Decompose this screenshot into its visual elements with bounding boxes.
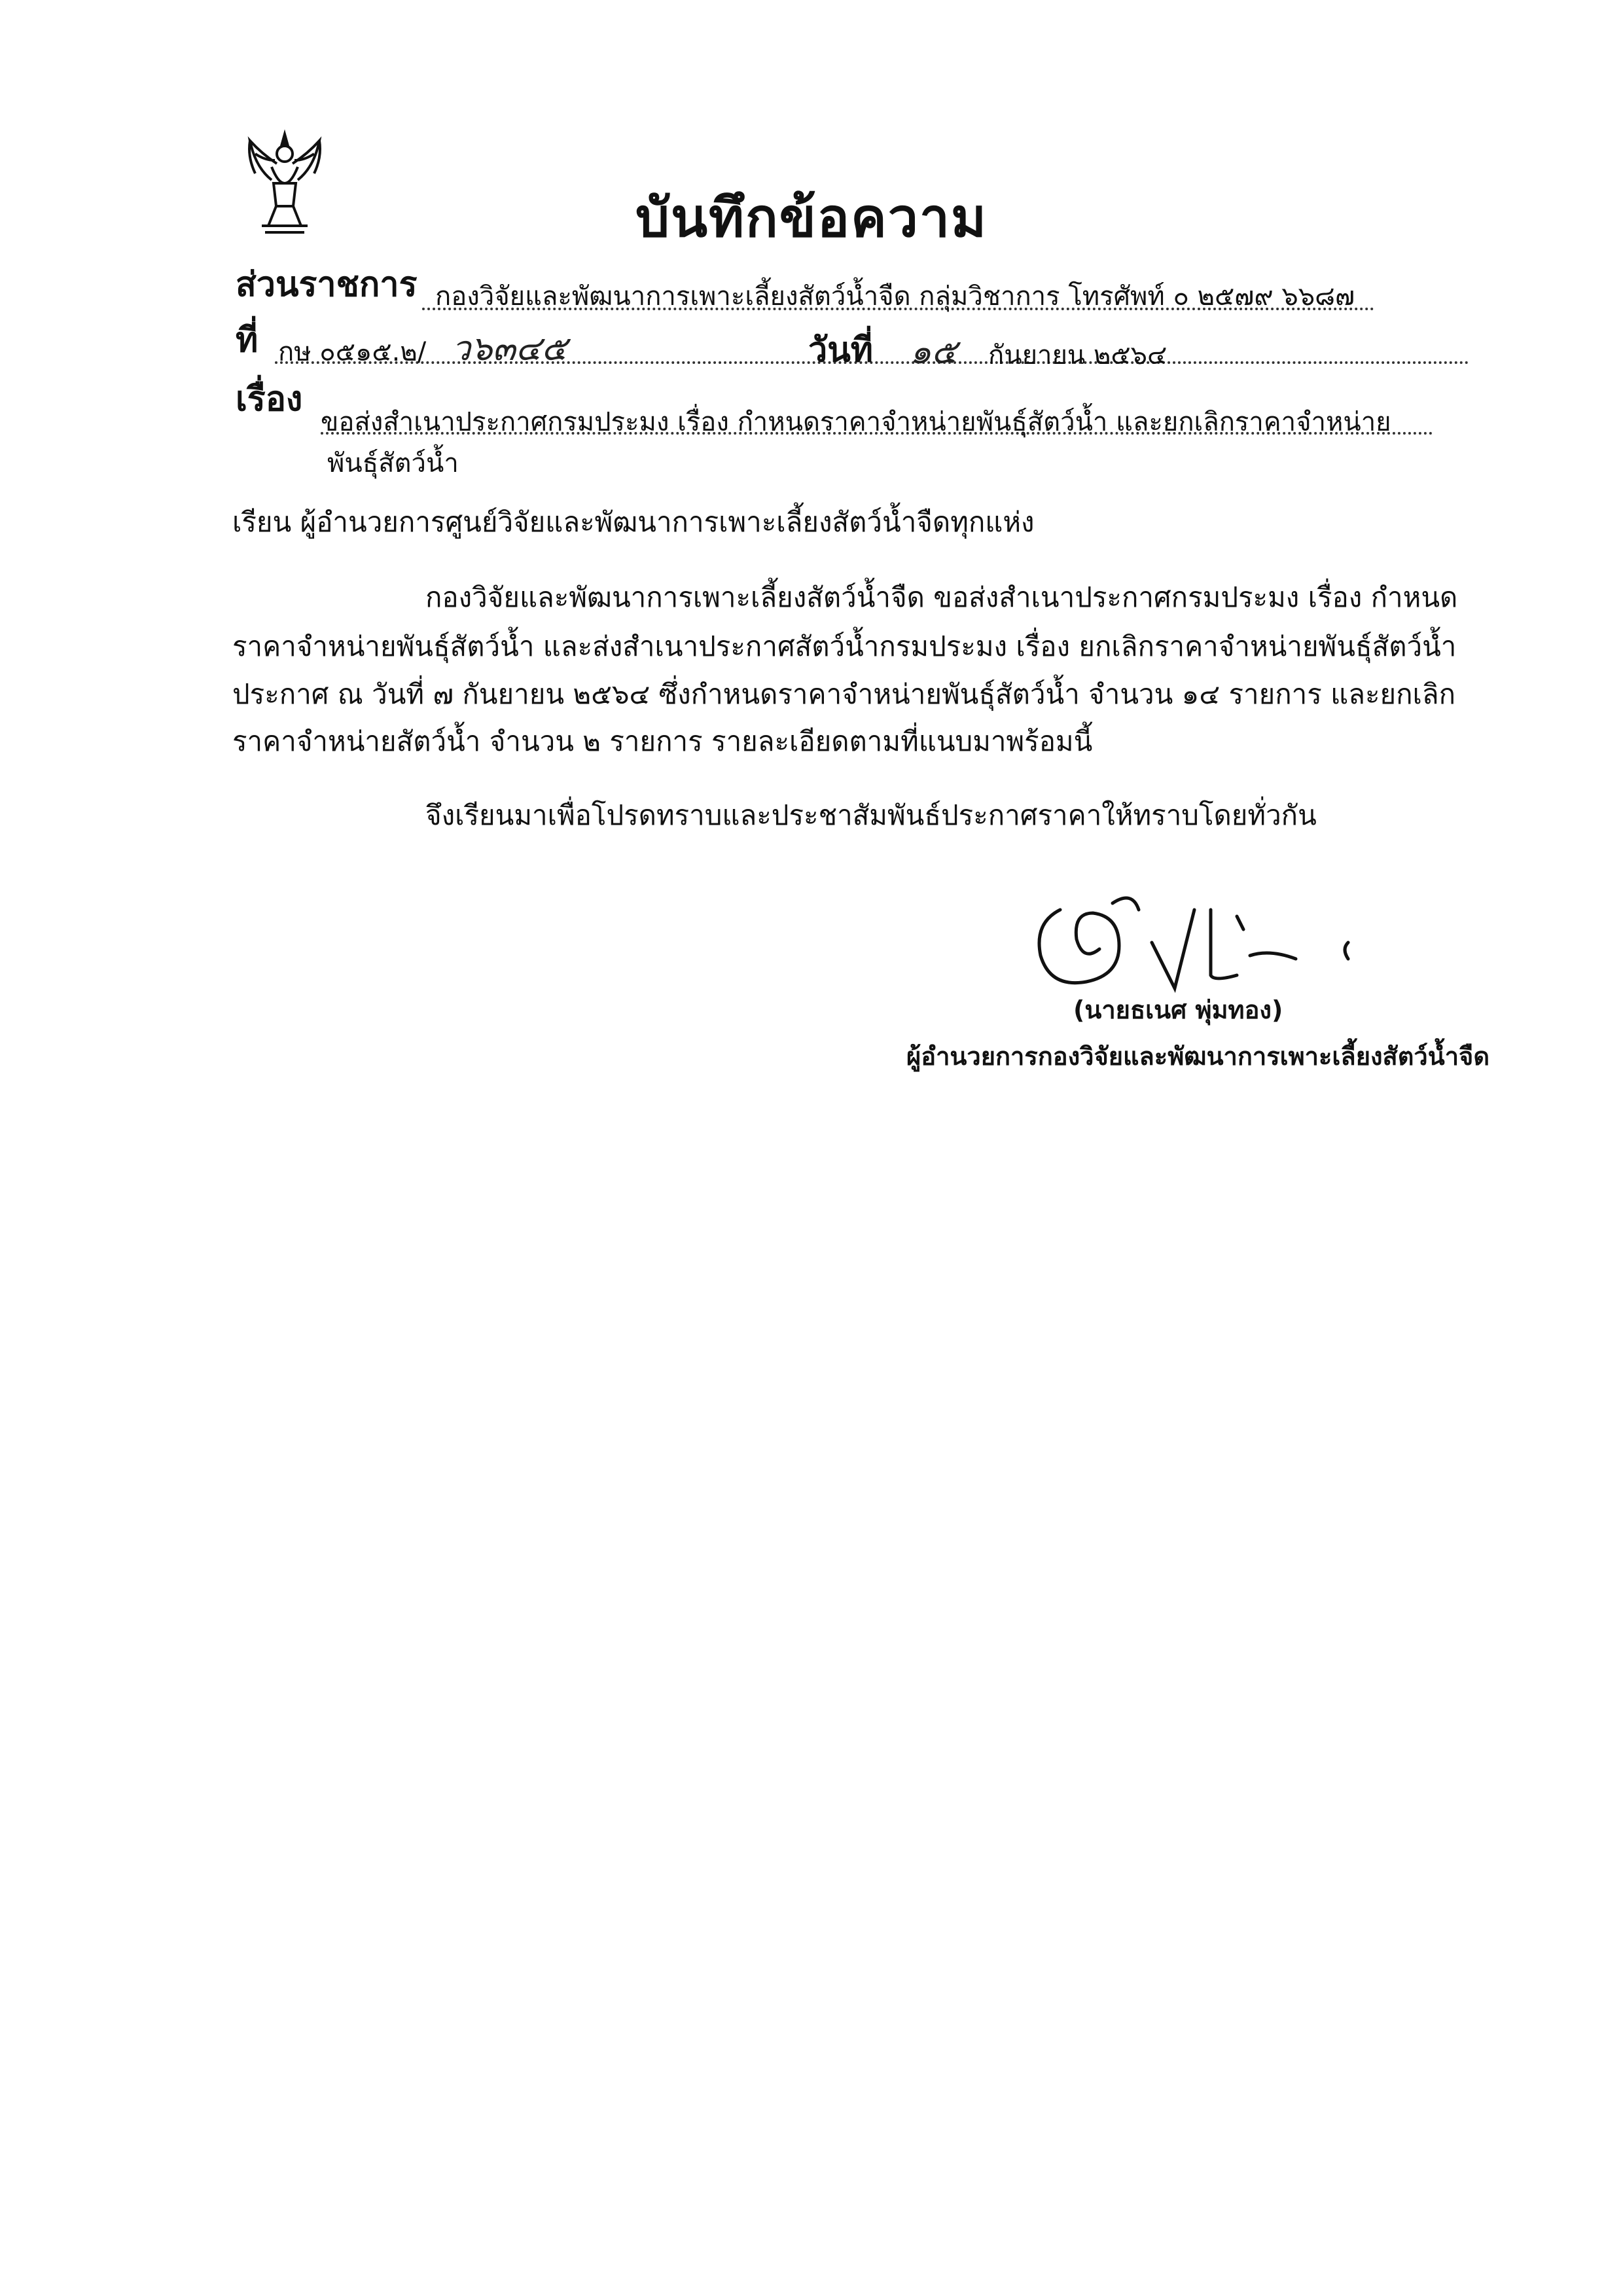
- signer-title: ผู้อำนวยการกองวิจัยและพัฒนาการเพาะเลี้ยงสัตว์น้ำจืด: [906, 1042, 1489, 1071]
- body-line-4: ราคาจำหน่ายสัตว์น้ำ จำนวน ๒ รายการ รายละเอียดตามที่แนบมาพร้อมนี้: [232, 725, 1093, 757]
- subject-line-2: พันธุ์สัตว์น้ำ: [327, 448, 459, 478]
- department-label: ส่วนราชการ: [236, 265, 418, 304]
- signature: [1021, 884, 1387, 995]
- document-title: บันทึกข้อความ: [635, 187, 988, 249]
- subject-label: เรื่อง: [236, 380, 303, 419]
- body-line-2: ราคาจำหน่ายพันธุ์สัตว์น้ำ และส่งสำเนาประกาศสัตว์น้ำกรมประมง เรื่อง ยกเลิกราคาจำหน่ายพันธุ์สัตว์น้ำ: [232, 630, 1457, 662]
- date-day-handwritten: ๑๕: [910, 332, 957, 372]
- ref-handwritten: ว๖๓๔๕: [452, 329, 567, 368]
- closing-line: จึงเรียนมาเพื่อโปรดทราบและประชาสัมพันธ์ประกาศราคาให้ทราบโดยทั่วกัน: [425, 799, 1317, 831]
- department-value: กองวิจัยและพัฒนาการเพาะเลี้ยงสัตว์น้ำจืด กลุ่มวิชาการ โทรศัพท์ ๐ ๒๕๗๙ ๖๖๘๗: [435, 281, 1355, 312]
- body-line-1: กองวิจัยและพัฒนาการเพาะเลี้ยงสัตว์น้ำจืด ขอส่งสำเนาประกาศกรมประมง เรื่อง กำหนด: [425, 581, 1458, 613]
- signer-name: (นายธเนศ พุ่มทอง): [1073, 996, 1283, 1024]
- date-value: กันยายน ๒๕๖๔: [988, 340, 1168, 370]
- subject-line-1: ขอส่งสำเนาประกาศกรมประมง เรื่อง กำหนดราคาจำหน่ายพันธุ์สัตว์น้ำ และยกเลิกราคาจำหน่าย: [321, 407, 1391, 437]
- ref-label: ที่: [236, 321, 259, 360]
- date-label: วันที่: [808, 331, 874, 370]
- salutation: เรียน ผู้อำนวยการศูนย์วิจัยและพัฒนาการเพาะเลี้ยงสัตว์น้ำจืดทุกแห่ง: [232, 506, 1035, 538]
- body-line-3: ประกาศ ณ วันที่ ๗ กันยายน ๒๕๖๔ ซึ่งกำหนดราคาจำหน่ายพันธุ์สัตว์น้ำ จำนวน ๑๔ รายการ และยกเลิก: [232, 678, 1456, 710]
- ref-value: กษ ๐๕๑๕.๒/: [278, 337, 427, 367]
